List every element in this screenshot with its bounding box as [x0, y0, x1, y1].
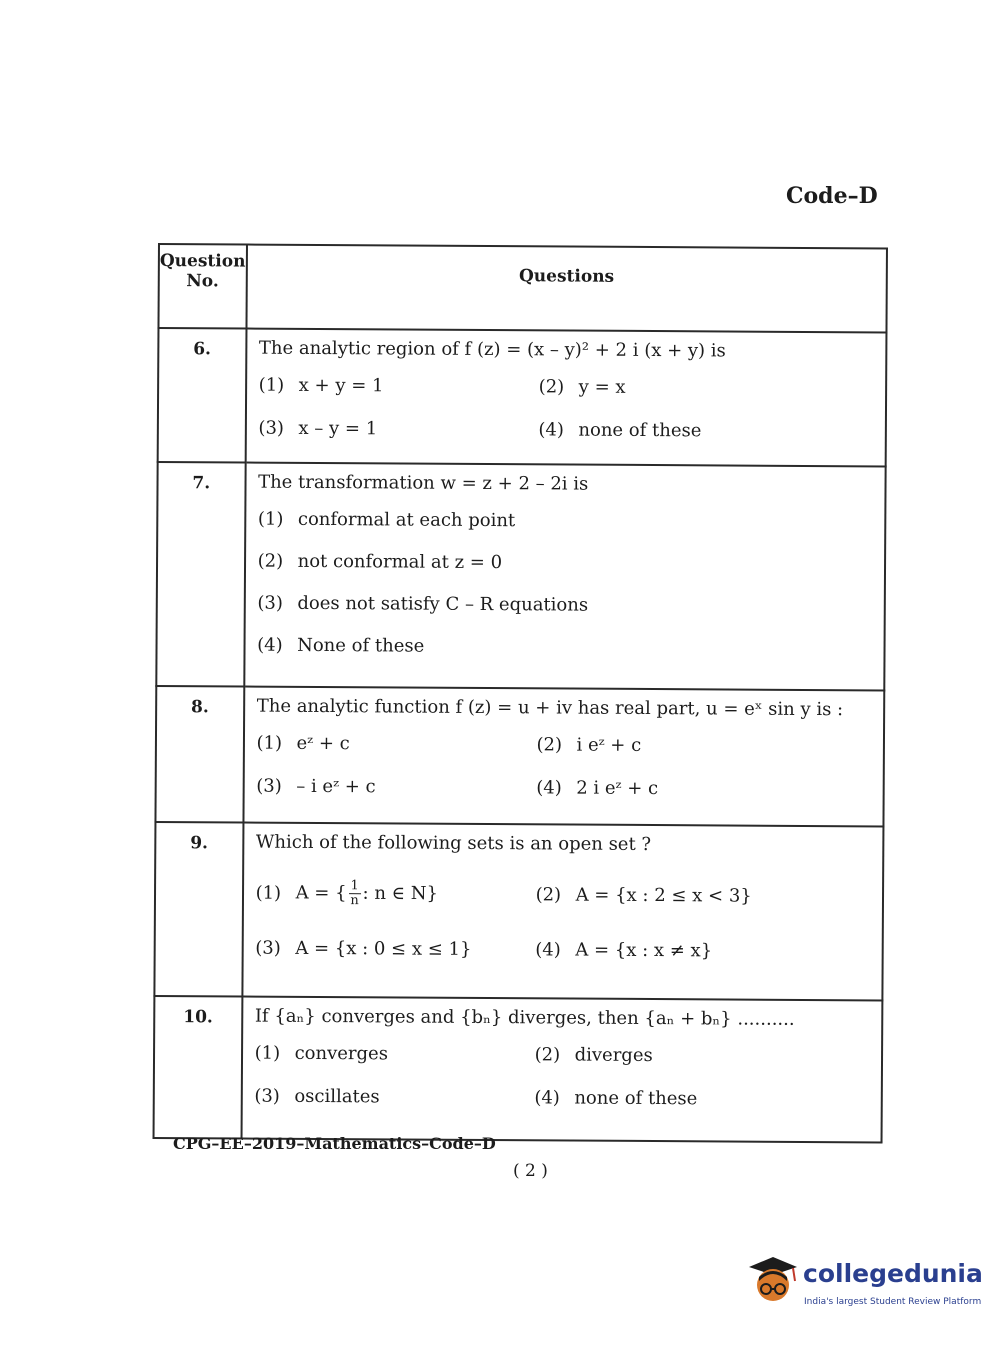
option: (1) converges: [254, 1042, 389, 1065]
option: (1) x + y = 1: [258, 374, 384, 397]
question-number: 8.: [155, 686, 243, 823]
question-number: 10.: [154, 996, 242, 1139]
options: [256, 733, 871, 801]
table-row: [158, 328, 887, 466]
options: [258, 375, 873, 443]
table-row: [154, 996, 883, 1142]
option: (2) y = x: [538, 376, 626, 398]
option: (3) – i eᶻ + c: [256, 775, 376, 798]
mascot-icon: [743, 1253, 801, 1311]
options: [255, 879, 870, 963]
options: [254, 1043, 869, 1111]
fraction: $\frac{1}{n}$: [350, 878, 359, 909]
question-cell: [241, 997, 882, 1143]
question-stem: The analytic region of f (z) = (x – y)² + 2 i (x + y) is: [258, 337, 726, 362]
option: (2) i eᶻ + c: [536, 734, 642, 756]
option: (2) not conformal at z = 0: [257, 550, 503, 574]
option: (2) diverges: [534, 1044, 653, 1067]
question-number: 9.: [154, 822, 243, 997]
option: (4) 2 i eᶻ + c: [536, 777, 659, 800]
option: (4) A = {x : x ≠ x}: [535, 939, 713, 962]
code-label: Code–D: [786, 183, 878, 209]
question-stem: Which of the following sets is an open set ?: [255, 831, 652, 856]
question-cell: [242, 823, 883, 1001]
option: (3) x – y = 1: [258, 417, 378, 440]
header-question-no: Question No.: [158, 244, 246, 329]
option: (1) eᶻ + c: [256, 732, 350, 755]
page-number: ( 2 ): [513, 1161, 548, 1181]
table-row: [156, 462, 885, 690]
header-questions: Questions: [246, 245, 887, 333]
question-stem: The analytic function f (z) = u + iv has real part, u = eˣ sin y is :: [256, 695, 844, 721]
question-table: [153, 243, 888, 1143]
question-stem: The transformation w = z + 2 – 2i is: [258, 471, 589, 495]
option: (2) A = {x : 2 ≤ x < 3}: [535, 884, 752, 907]
table-row: [155, 686, 884, 826]
option: (1) conformal at each point: [257, 508, 516, 532]
question-cell: [245, 329, 886, 467]
option: (4) None of these: [257, 634, 425, 657]
option: (3) A = {x : 0 ≤ x ≤ 1}: [255, 937, 472, 960]
option: (3) does not satisfy C – R equations: [257, 592, 589, 616]
option: (4) none of these: [538, 419, 702, 442]
logo-name: collegedunia: [803, 1259, 983, 1288]
options: [257, 509, 872, 660]
table-header: [158, 244, 886, 332]
footer-code: CPG–EE–2019–Mathematics–Code–D: [173, 1134, 496, 1153]
option: (1) A = { $\frac{1}{n}$ : n ∈ N}: [255, 878, 439, 909]
question-cell: [244, 463, 886, 691]
collegedunia-logo[interactable]: [743, 1253, 983, 1313]
option: (4) none of these: [534, 1087, 698, 1110]
logo-tagline: India's largest Student Review Platform: [804, 1297, 982, 1307]
question-number: 6.: [158, 328, 246, 463]
question-number: 7.: [156, 462, 245, 687]
option: (3) oscillates: [254, 1085, 380, 1108]
question-cell: [243, 687, 884, 827]
table-row: [154, 822, 883, 1000]
question-stem: If {aₙ} converges and {bₙ} diverges, then {aₙ + bₙ} ..........: [254, 1005, 795, 1030]
